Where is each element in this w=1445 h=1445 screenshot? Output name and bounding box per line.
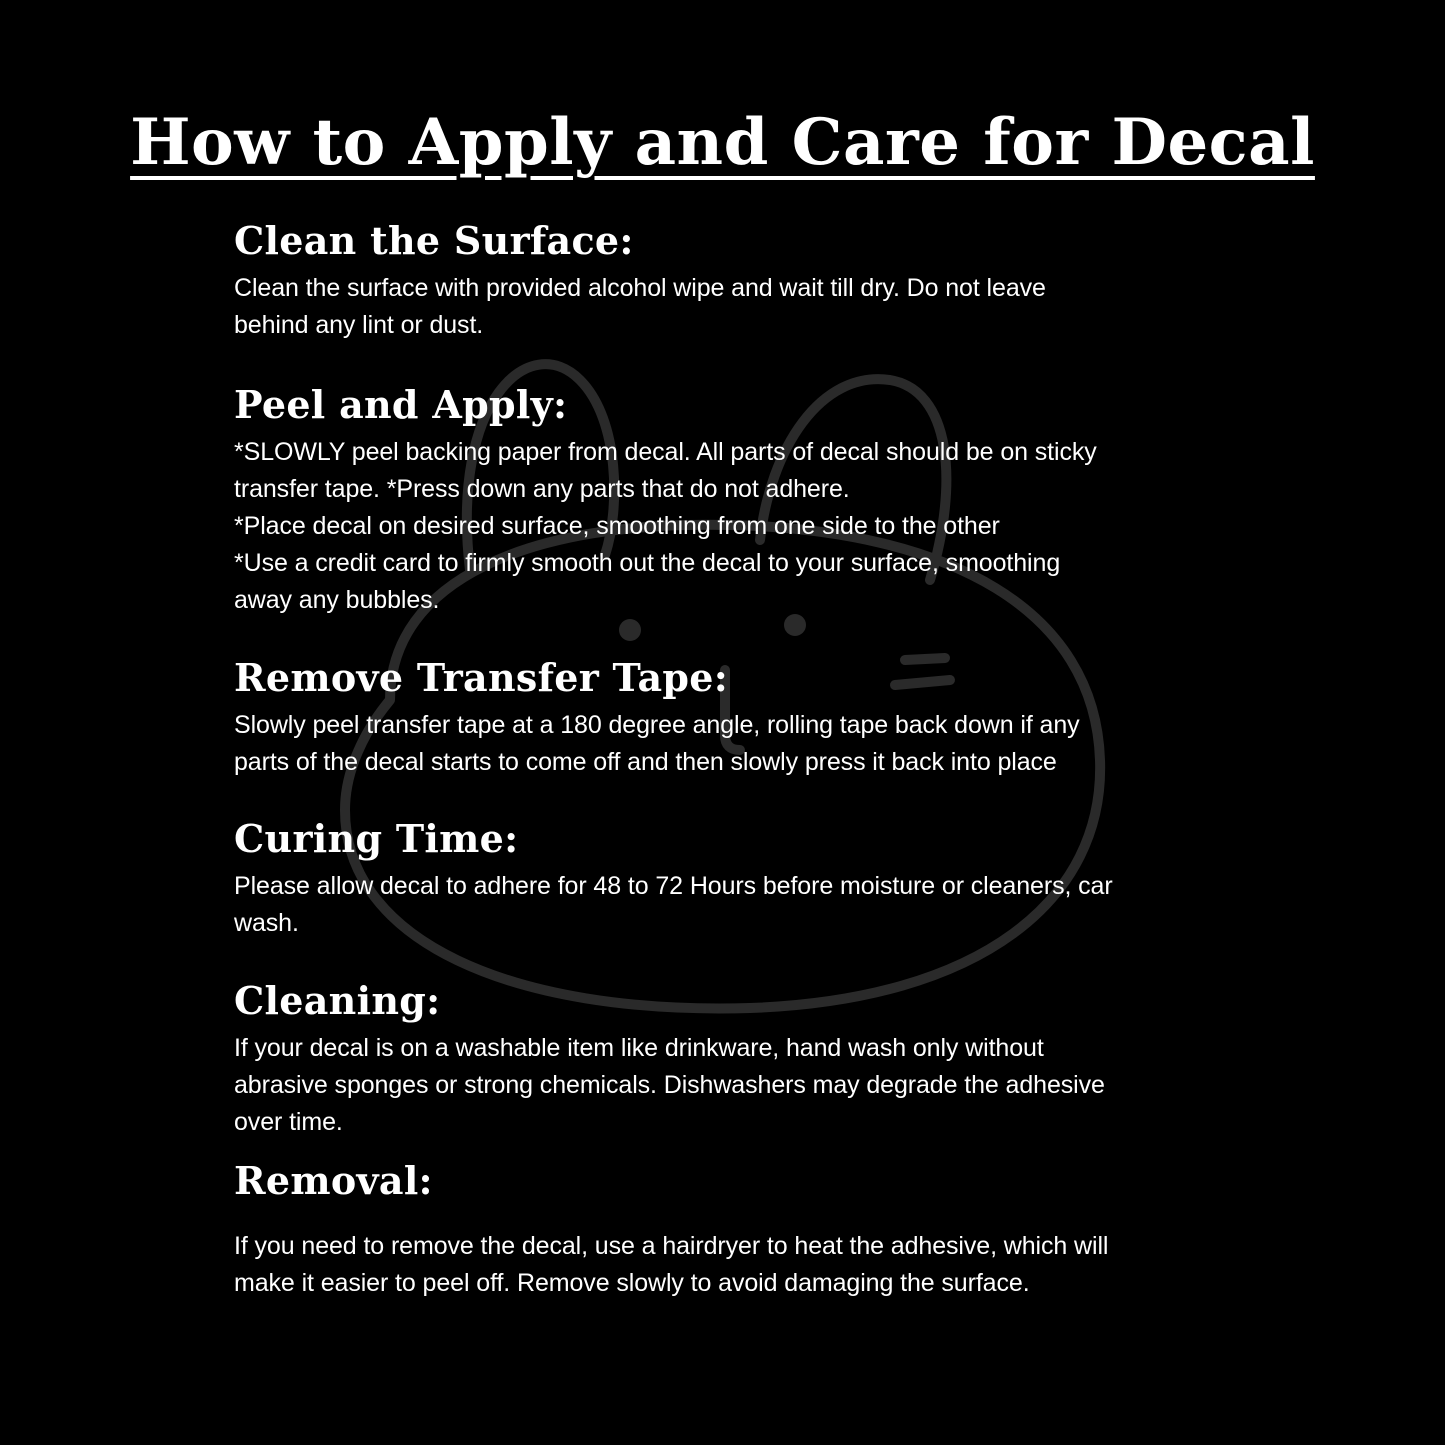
section-heading: Cleaning:	[234, 978, 441, 1023]
section-heading: Peel and Apply:	[234, 382, 568, 427]
section-body: Clean the surface with provided alcohol wipe and wait till dry. Do not leave behind any lint or dust.	[234, 274, 1046, 339]
page-title: How to Apply and Care for Decal	[130, 105, 1315, 180]
section-heading: Removal:	[234, 1158, 433, 1203]
section-cleaning	[234, 976, 1234, 1141]
section-body: If you need to remove the decal, use a hairdryer to heat the adhesive, which will make it easier to peel off. Remove slowly to avoid damaging the surface.	[234, 1232, 1109, 1297]
section-heading: Remove Transfer Tape:	[234, 655, 729, 700]
section-peel-apply	[234, 380, 1234, 619]
section-body: Slowly peel transfer tape at a 180 degree angle, rolling tape back down if any parts of the decal starts to come off and then slowly press it back into place	[234, 711, 1080, 776]
section-removal	[234, 1156, 1234, 1302]
section-remove-transfer-tape	[234, 653, 1234, 781]
section-curing-time	[234, 814, 1234, 942]
section-heading: Curing Time:	[234, 816, 519, 861]
section-body: *SLOWLY peel backing paper from decal. All parts of decal should be on sticky transfer tape. *Press down any parts that do not adhere. *Place decal on desired surface, smoothing from one side to the other *Use a credit card to firmly smooth out the decal to your surface, smoothing away any bubbles.	[234, 438, 1097, 614]
section-clean-surface	[234, 216, 1234, 344]
section-body: If your decal is on a washable item like drinkware, hand wash only without abrasive sponges or strong chemicals. Dishwashers may degrade the adhesive over time.	[234, 1034, 1105, 1136]
section-body: Please allow decal to adhere for 48 to 72 Hours before moisture or cleaners, car wash.	[234, 872, 1113, 937]
section-heading: Clean the Surface:	[234, 218, 634, 263]
